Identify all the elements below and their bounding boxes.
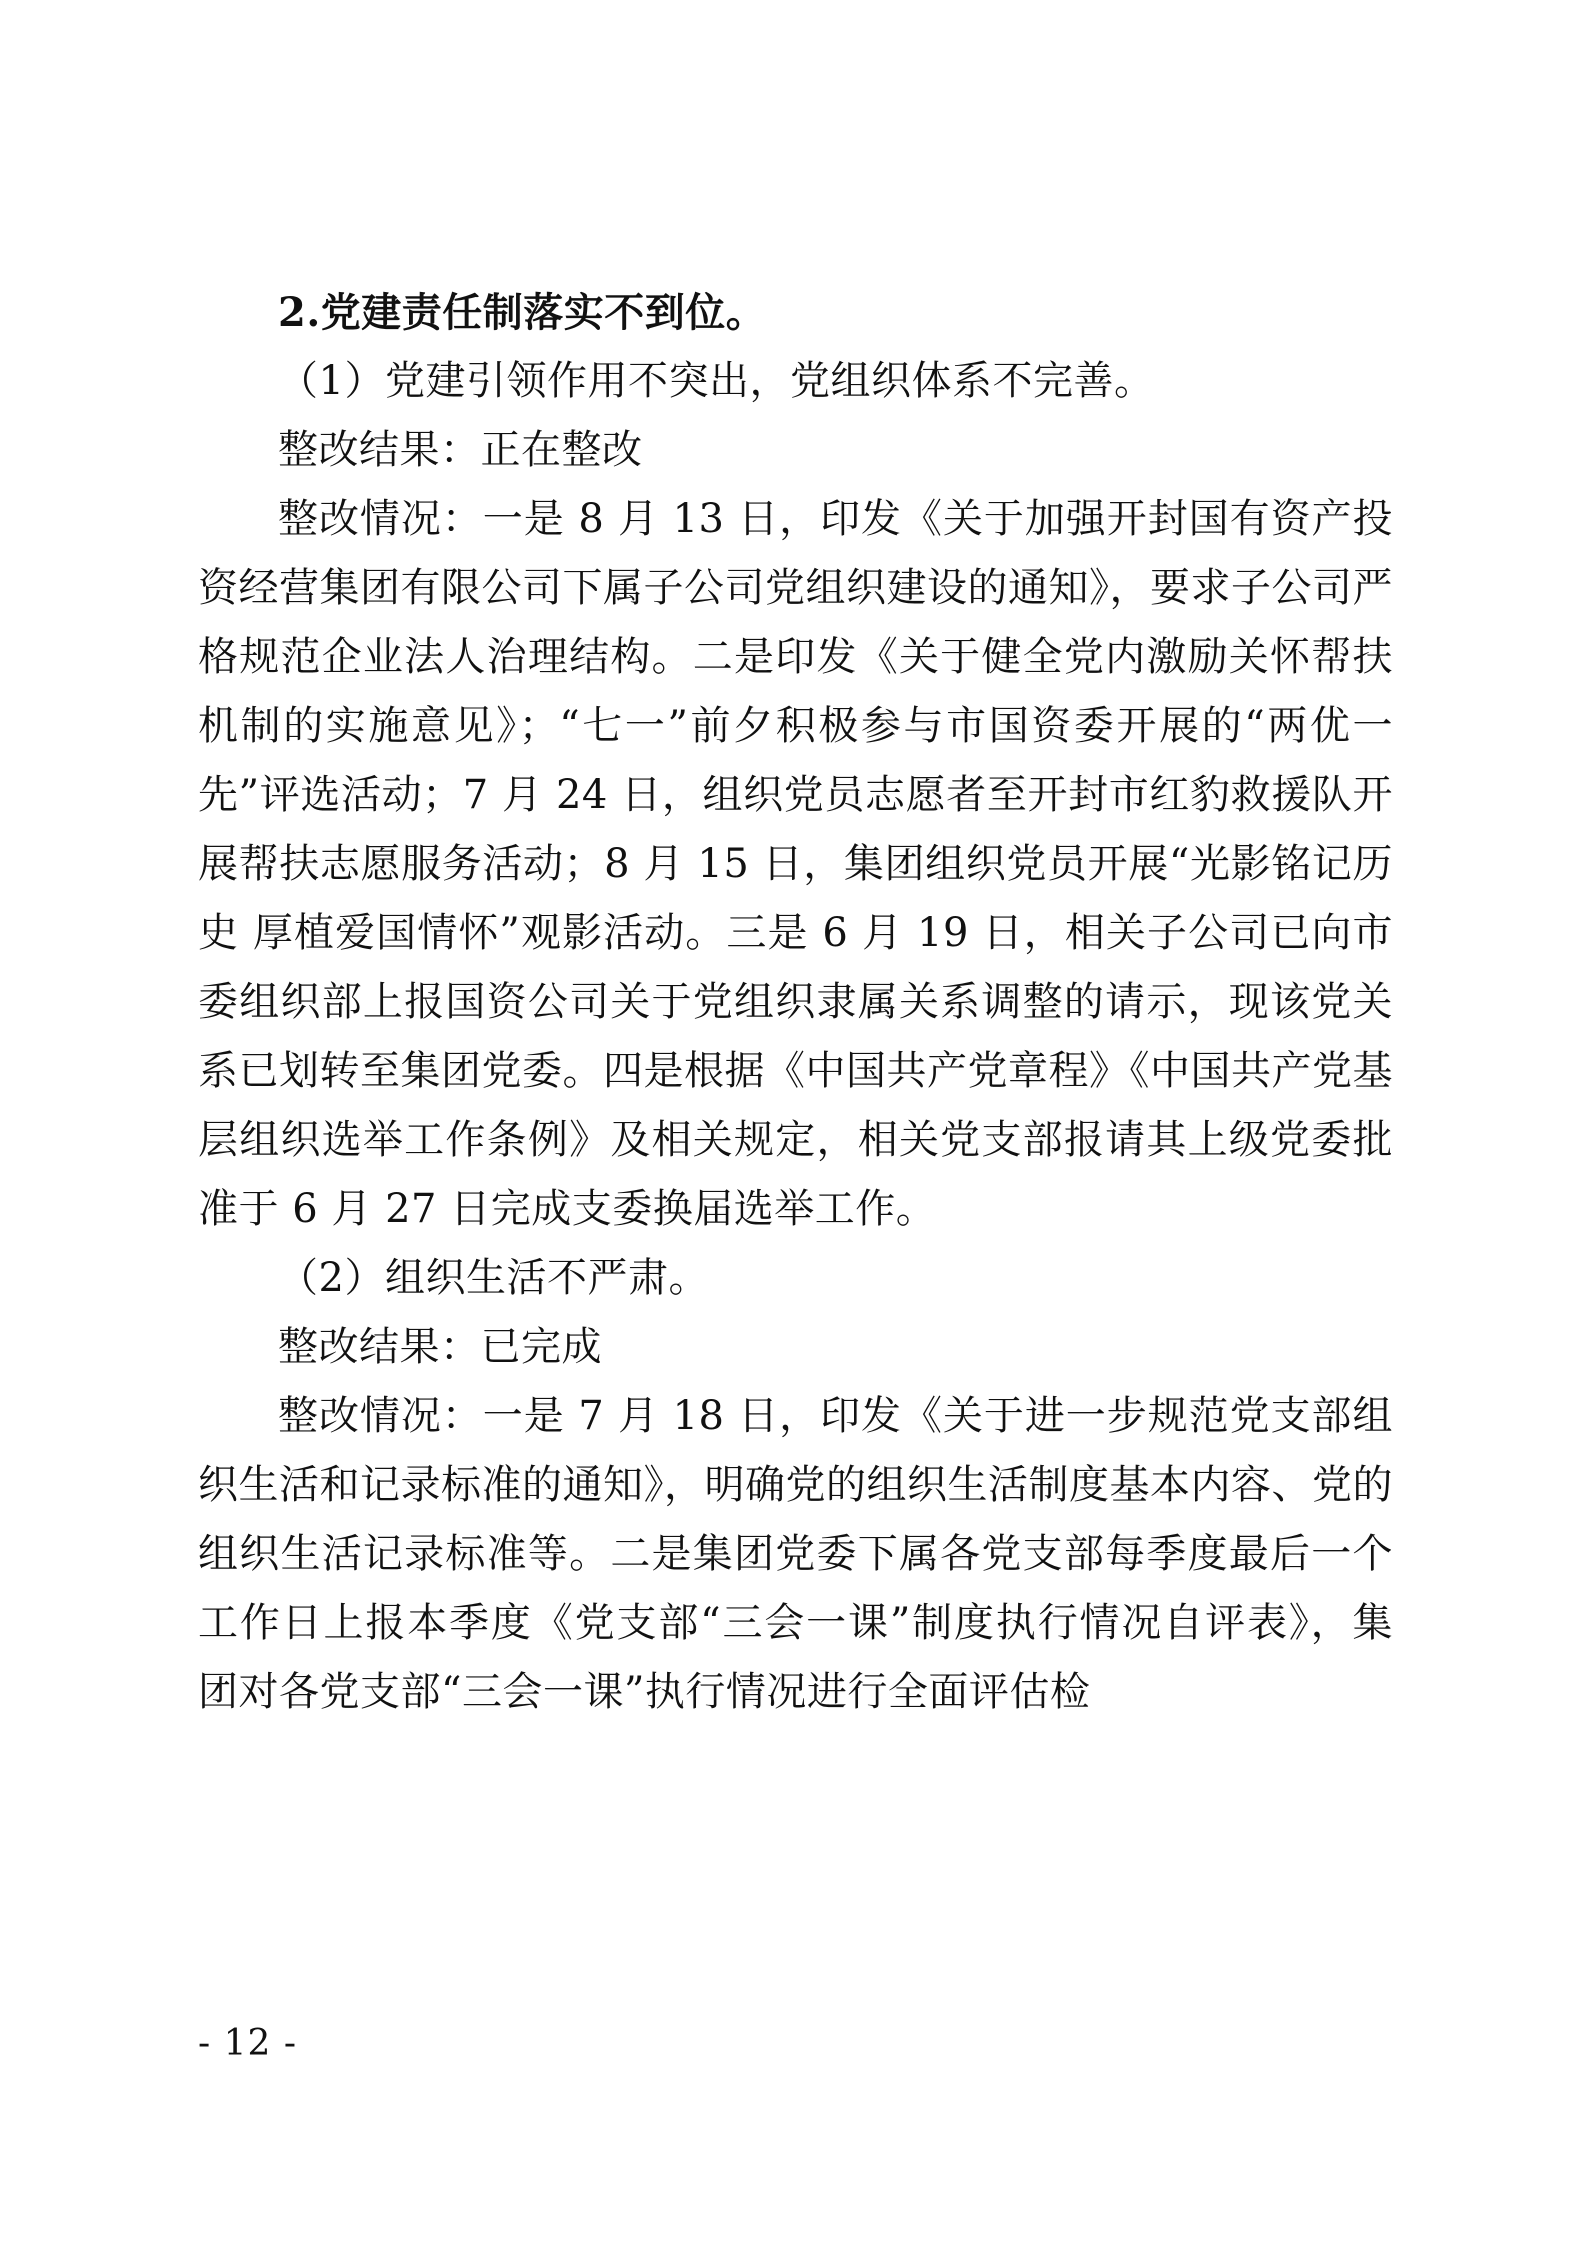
issue-2-title: （2）组织生活不严肃。 xyxy=(278,1255,709,1301)
page-number: - 12 - xyxy=(198,2023,298,2064)
issue-2-detail: 整改情况：一是 7 月 18 日，印发《关于进一步规范党支部组织生活和记录标准的通知》，明确党的组织生活制度基本内容、党的组织生活记录标准等。二是集团党委下属各党支部每季度最后一个工作日上报本季度《党支部“三会一课”制度执行情况自评表》，集团对各党支部“三会一课”执行情况进行全面评估检 xyxy=(198,1393,1393,1715)
document-body xyxy=(198,278,1393,1727)
issue-1-result: 整改结果：正在整改 xyxy=(278,427,643,473)
issue-1-title: （1）党建引领作用不突出，党组织体系不完善。 xyxy=(278,358,1155,404)
section-heading: 2.党建责任制落实不到位。 xyxy=(278,289,767,336)
issue-1-detail: 整改情况：一是 8 月 13 日，印发《关于加强开封国有资产投资经营集团有限公司下属子公司党组织建设的通知》，要求子公司严格规范企业法人治理结构。二是印发《关于健全党内激励关怀帮扶机制的实施意见》；“七一”前夕积极参与市国资委开展的“两优一先”评选活动；7 月 24 日，组织党员志愿者至开封市红豹救援队开展帮扶志愿服务活动；8 月 15 日，集团组织党员开展“光影铭记历史 厚植爱国情怀”观影活动。三是 6 月 19 日，相关子公司已向市委组织部上报国资公司关于党组织隶属关系调整的请示，现该党关系已划转至集团党委。四是根据《中国共产党章程》《中国共产党基层组织选举工作条例》及相关规定，相关党支部报请其上级党委批准于 6 月 27 日完成支委换届选举工作。 xyxy=(198,496,1393,1232)
issue-2-result: 整改结果：已完成 xyxy=(278,1324,602,1370)
